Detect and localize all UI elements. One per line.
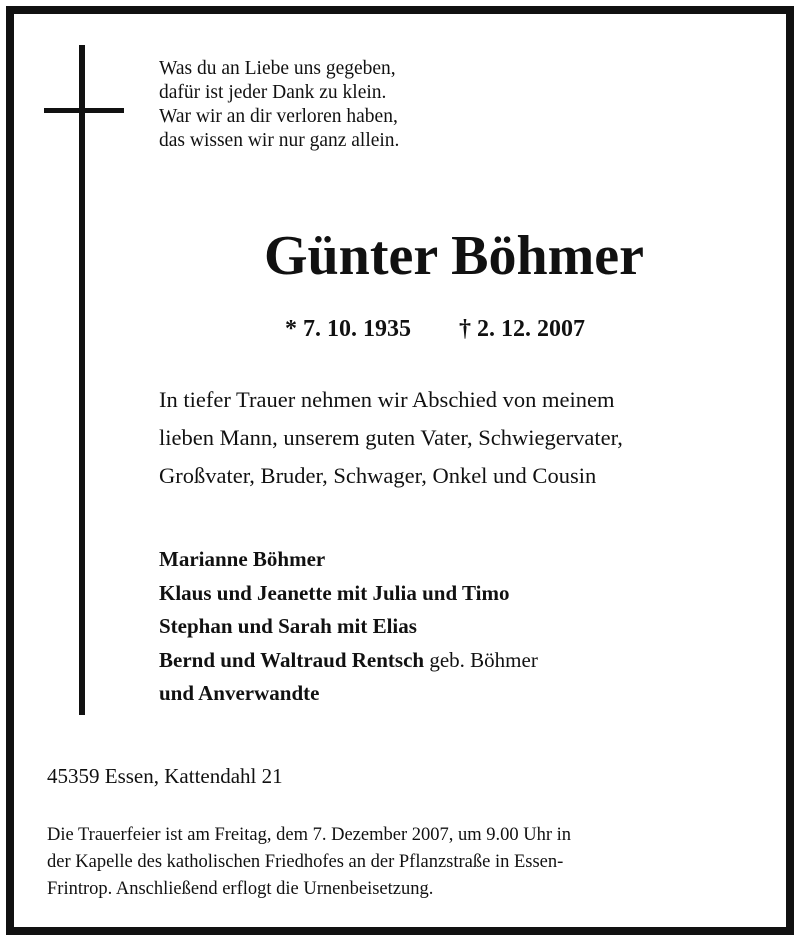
message-line: In tiefer Trauer nehmen wir Abschied von meinem (159, 387, 615, 412)
family-member-maiden-name: geb. Böhmer (429, 647, 538, 672)
service-line: Die Trauerfeier ist am Freitag, dem 7. Dezember 2007, um 9.00 Uhr in (47, 825, 572, 845)
service-line: der Kapelle des katholischen Friedhofes an der Pflanzstraße in Essen- (47, 852, 564, 872)
family-member: und Anverwandte (159, 681, 320, 705)
poem (159, 57, 399, 153)
poem-line: das wissen wir nur ganz allein. (159, 130, 400, 151)
family-member: Marianne Böhmer (159, 547, 326, 571)
service-info (47, 822, 571, 903)
life-dates (285, 314, 585, 344)
birth-date: * 7. 10. 1935 (285, 316, 411, 342)
family-member-name: Bernd und Waltraud Rentsch (159, 647, 425, 672)
message-line: Großvater, Bruder, Schwager, Onkel und Cousin (159, 463, 597, 488)
mourning-message (159, 381, 623, 495)
family-member (159, 644, 538, 678)
service-line: Frintrop. Anschließend erflogt die Urnenbeisetzung. (47, 879, 434, 899)
address: 45359 Essen, Kattendahl 21 (47, 764, 283, 788)
cross-icon (79, 45, 85, 715)
poem-line: dafür ist jeder Dank zu klein. (159, 82, 387, 103)
family-member: Klaus und Jeanette mit Julia und Timo (159, 580, 510, 605)
deceased-name: Günter Böhmer (263, 225, 645, 287)
message-line: lieben Mann, unserem guten Vater, Schwiegervater, (159, 425, 623, 450)
cross-icon-bar (44, 108, 124, 113)
family-list (159, 543, 538, 711)
death-date: † 2. 12. 2007 (459, 316, 585, 342)
family-member: Stephan und Sarah mit Elias (159, 614, 417, 638)
poem-line: War wir an dir verloren haben, (159, 106, 398, 127)
poem-line: Was du an Liebe uns gegeben, (159, 58, 396, 79)
